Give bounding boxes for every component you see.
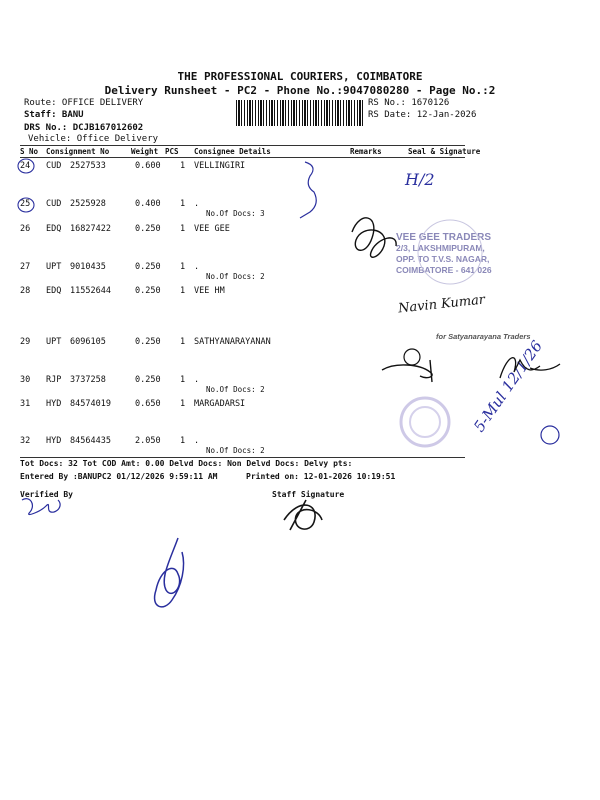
totals-line: Tot Docs: 32 Tot COD Amt: 0.00 Delvd Docs: Non Delvd Docs: Delvy pts: — [20, 459, 353, 468]
row-prefix: UPT — [46, 262, 62, 272]
row-consignee: VEE HM — [194, 286, 225, 296]
row-consignment: 3737258 — [70, 375, 106, 385]
signature-verified-by — [22, 499, 60, 515]
circle-mark-25 — [18, 198, 34, 212]
vee-gee-stamp-ring — [418, 220, 482, 284]
row-consignee: . — [194, 375, 200, 385]
row-consignment: 84574019 — [70, 399, 111, 409]
circle-mark-32 — [541, 426, 559, 444]
vehicle-label: Vehicle: Office Delivery — [28, 134, 159, 144]
row-consignment: 16827422 — [70, 224, 111, 234]
row-sno: 31 — [20, 399, 31, 409]
row-consignee: . — [194, 262, 200, 272]
signature-staff — [284, 500, 322, 530]
row-pcs: 1 — [180, 436, 186, 446]
row-sno: 32 — [20, 436, 31, 446]
row-prefix: CUD — [46, 199, 62, 209]
row-docs-count: No.Of Docs: 2 — [206, 446, 265, 455]
row-sno: 25 — [20, 199, 31, 209]
rs-date: RS Date: 12-Jan-2026 — [368, 110, 477, 120]
company-title: THE PROFESSIONAL COURIERS, COIMBATORE — [177, 70, 423, 83]
runsheet-subtitle: Delivery Runsheet - PC2 - Phone No.:9047080280 - Page No.:2 — [104, 84, 496, 97]
rs-number: RS No.: 1670126 — [368, 98, 450, 108]
row-sno: 28 — [20, 286, 31, 296]
circle-mark-24 — [18, 159, 34, 173]
signature-row-30 — [500, 358, 560, 378]
row-consignee: . — [194, 436, 200, 446]
row-consignment: 2525928 — [70, 199, 106, 209]
row-docs-count: No.Of Docs: 2 — [206, 385, 265, 394]
col-weight: Weight — [131, 147, 159, 156]
col-pcs: PCS — [165, 147, 179, 156]
entered-by: Entered By :BANUPC2 01/12/2026 9:59:11 AM — [20, 472, 218, 481]
drs-number: DRS No.: DCJB167012602 — [24, 123, 144, 133]
handwritten-date-32: 5-Mul 12/1/26 — [470, 337, 547, 436]
row-consignment: 6096105 — [70, 337, 106, 347]
handwritten-name-28: Navin Kumar — [397, 292, 486, 317]
row-consignee: . — [194, 199, 200, 209]
row-consignment: 9010435 — [70, 262, 106, 272]
circle-mark-29 — [404, 349, 420, 365]
row-pcs: 1 — [180, 337, 186, 347]
col-remarks: Remarks — [350, 147, 382, 156]
row-weight: 2.050 — [135, 436, 161, 446]
row-consignment: 84564435 — [70, 436, 111, 446]
row-consignment: 2527533 — [70, 161, 106, 171]
row-consignee: VEE GEE — [194, 224, 230, 234]
satyanarayana-stamp: for Satyanarayana Traders — [436, 332, 531, 341]
row-weight: 0.250 — [135, 286, 161, 296]
printed-on: Printed on: 12-01-2026 10:19:51 — [246, 472, 396, 481]
row-pcs: 1 — [180, 199, 186, 209]
signature-scribble — [155, 538, 184, 607]
round-seal-31 — [401, 398, 449, 446]
row-pcs: 1 — [180, 262, 186, 272]
row-prefix: EDQ — [46, 286, 62, 296]
row-prefix: RJP — [46, 375, 62, 385]
row-prefix: EDQ — [46, 224, 62, 234]
row-prefix: UPT — [46, 337, 62, 347]
col-consignment: Consignment No — [46, 147, 110, 156]
row-weight: 0.250 — [135, 375, 161, 385]
row-sno: 24 — [20, 161, 31, 171]
col-sno: S No — [20, 147, 39, 156]
staff-label: Staff: BANU — [24, 110, 84, 120]
row-pcs: 1 — [180, 161, 186, 171]
bracket-mark-24-25 — [300, 162, 316, 218]
row-prefix: HYD — [46, 399, 62, 409]
row-sno: 27 — [20, 262, 31, 272]
route-label: Route: OFFICE DELIVERY — [24, 98, 144, 108]
row-docs-count: No.Of Docs: 2 — [206, 272, 265, 281]
row-sno: 29 — [20, 337, 31, 347]
row-pcs: 1 — [180, 224, 186, 234]
col-seal: Seal & Signature — [408, 147, 481, 156]
row-sno: 26 — [20, 224, 31, 234]
row-weight: 0.250 — [135, 337, 161, 347]
row-consignee: MARGADARSI — [194, 399, 246, 409]
row-pcs: 1 — [180, 375, 186, 385]
row-docs-count: No.Of Docs: 3 — [206, 209, 265, 218]
row-weight: 0.250 — [135, 262, 161, 272]
handwritten-mark-24: H/2 — [405, 170, 435, 189]
row-consignment: 11552644 — [70, 286, 111, 296]
row-consignee: VELLINGIRI — [194, 161, 246, 171]
row-weight: 0.250 — [135, 224, 161, 234]
col-consignee: Consignee Details — [194, 147, 271, 156]
signature-row-26 — [352, 218, 396, 257]
round-seal-31-inner — [410, 407, 440, 437]
row-prefix: CUD — [46, 161, 62, 171]
row-weight: 0.400 — [135, 199, 161, 209]
row-weight: 0.650 — [135, 399, 161, 409]
row-prefix: HYD — [46, 436, 62, 446]
row-sno: 30 — [20, 375, 31, 385]
staff-signature-label: Staff Signature — [272, 490, 345, 499]
verified-by-label: Verified By — [20, 490, 73, 499]
row-pcs: 1 — [180, 399, 186, 409]
vee-gee-stamp: VEE GEE TRADERS 2/3, LAKSHMIPURAM, OPP. TO T.V.S. NAGAR, COIMBATORE - 641 026 — [396, 232, 492, 275]
row-consignee: SATHYANARAYANAN — [194, 337, 271, 347]
row-weight: 0.600 — [135, 161, 161, 171]
row-pcs: 1 — [180, 286, 186, 296]
